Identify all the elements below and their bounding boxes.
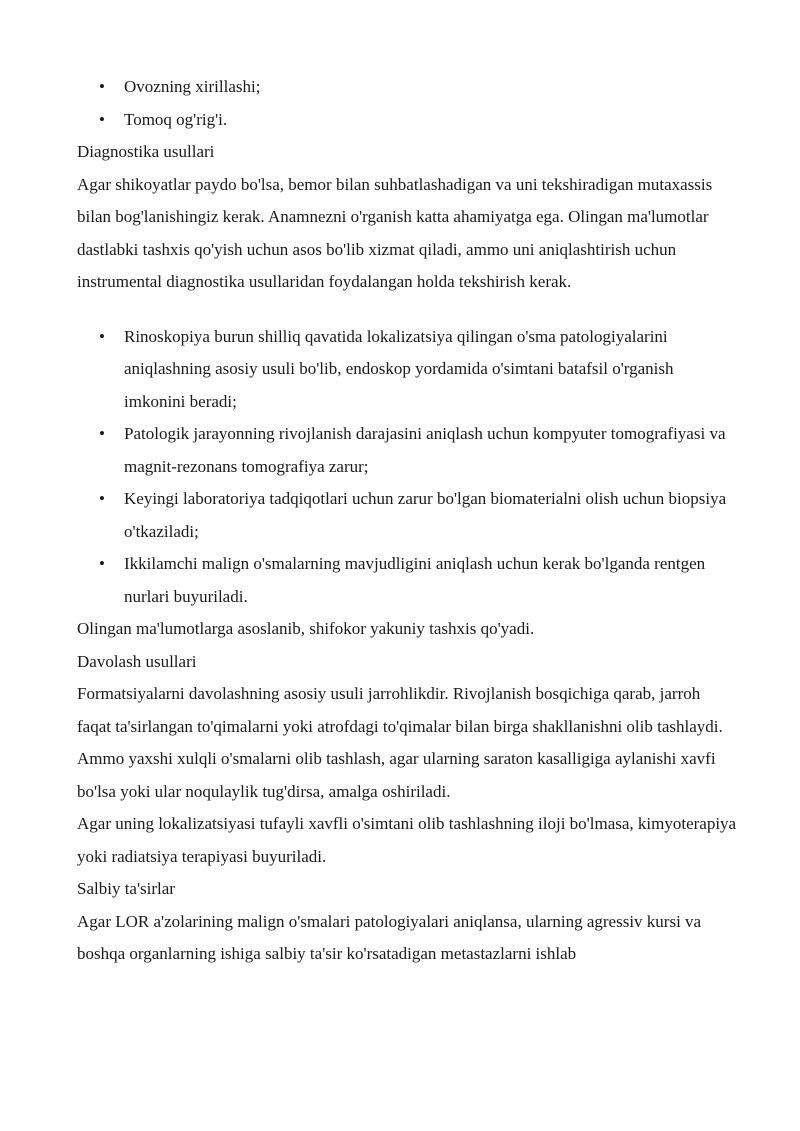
side-effects-heading: Salbiy ta'sirlar — [77, 879, 175, 898]
treatment-paragraph: Formatsiyalarni davolashning asosiy usuli jarrohlikdir. Rivojlanish bosqichiga qarab, jarroh faqat ta'sirlangan to'qimalarni yoki atrofdagi to'qimalar bilan birga shakllanishni olib tashlaydi. — [77, 684, 723, 736]
list-item: • Rinoskopiya burun shilliq qavatida lokalizatsiya qilingan o'sma patologiyalarini aniqlashning asosiy usuli bo'lib, endoskop yordamida o'simtani batafsil o'rganish imkonini beradi; — [77, 321, 737, 419]
treatment-heading: Davolash usullari — [77, 651, 197, 671]
list-item: • Tomoq og'rig'i. — [77, 104, 737, 137]
symptom-list — [77, 71, 737, 136]
diagnostics-list — [77, 321, 737, 614]
side-effects-paragraph: Agar LOR a'zolarining malign o'smalari patologiyalari aniqlansa, ularning agressiv kursi va boshqa organlarning ishiga salbiy ta'sir ko'rsatadigan metastazlarni ishlab — [77, 911, 702, 963]
list-item: • Ovozning xirillashi; — [77, 71, 737, 104]
list-item: • Keyingi laboratoriya tadqiqotlari uchun zarur bo'lgan biomaterialni olish uchun biopsiya o'tkaziladi; — [77, 483, 737, 548]
document-page — [77, 71, 737, 971]
diagnostics-paragraph: Agar shikoyatlar paydo bo'lsa, bemor bilan suhbatlashadigan va uni tekshiradigan mutaxassis bilan bog'lanishingiz kerak. Anamnezni o'rganish katta ahamiyatga ega. Olingan ma'lumotlar dastlabki tashxis qo'yish uchun asos bo'lib xizmat qiladi, ammo uni aniqlashtirish uchun instrumental diagnostika usullaridan foydalangan holda tekshirish kerak. — [77, 174, 713, 291]
list-item: • Ikkilamchi malign o'smalarning mavjudligini aniqlash uchun kerak bo'lganda rentgen nurlari buyuriladi. — [77, 548, 737, 613]
treatment-paragraph: Ammo yaxshi xulqli o'smalarni olib tashlash, agar ularning saraton kasalligiga aylanishi xavfi bo'lsa yoki ular noqulaylik tug'dirsa, amalga oshiriladi. — [77, 749, 716, 801]
diagnostics-heading: Diagnostika usullari — [77, 142, 215, 161]
spacer — [77, 299, 737, 321]
treatment-paragraph: Agar uning lokalizatsiyasi tufayli xavfli o'simtani olib tashlashning iloji bo'lmasa, kimyoterapiya yoki radiatsiya terapiyasi buyuriladi. — [77, 814, 737, 866]
list-item: • Patologik jarayonning rivojlanish darajasini aniqlash uchun kompyuter tomografiyasi va magnit-rezonans tomografiya zarur; — [77, 418, 737, 483]
diagnostics-conclusion: Olingan ma'lumotlarga asoslanib, shifokor yakuniy tashxis qo'yadi. — [77, 619, 535, 638]
